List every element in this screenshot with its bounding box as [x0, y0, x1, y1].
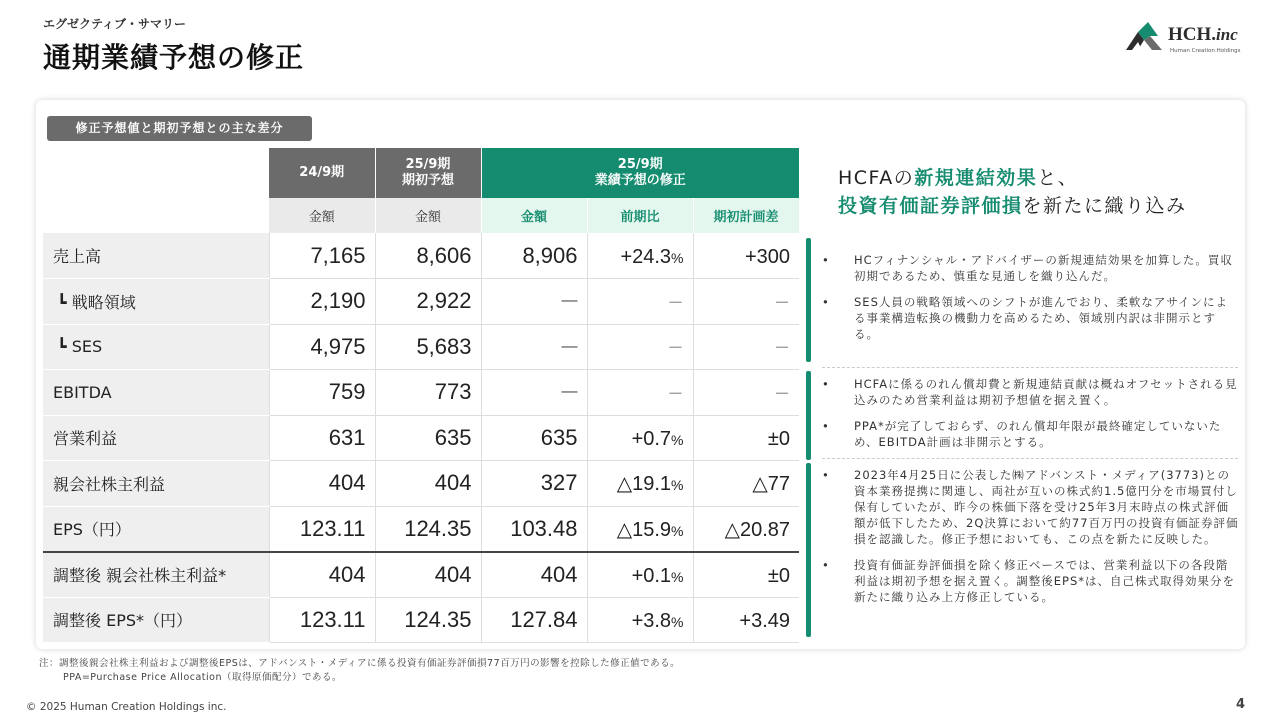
row-label: 調整後 親会社株主利益* [43, 552, 269, 598]
header-row [43, 148, 799, 198]
table-body [43, 233, 799, 643]
table-cell: 759 [269, 370, 375, 416]
bullet-group-sales [822, 252, 1240, 352]
table-row [43, 233, 799, 279]
table-row [43, 552, 799, 598]
table-cell: 8,906 [481, 233, 587, 279]
subheader-amount: 金額 [375, 198, 481, 233]
table-cell: － [587, 279, 693, 325]
bullet-group-ebitda [822, 376, 1240, 460]
subheader-vs-plan: 期初計画差 [693, 198, 799, 233]
table-cell: ― [481, 324, 587, 370]
bullet-item: • PPA*が完了しておらず、のれん償却年限が最終確定していないため、EBITDA計画は非開示とする。 [822, 418, 1240, 450]
divider [822, 458, 1238, 459]
table-cell: 404 [269, 461, 375, 507]
logo-mark-icon [1122, 20, 1166, 56]
col-fy25-initial-header: 25/9期 期初予想 [375, 148, 481, 198]
section-subtitle: エグゼクティブ・サマリー [43, 17, 187, 31]
logo-tagline: Human Creation Holdings [1170, 48, 1241, 54]
table-cell: － [693, 324, 799, 370]
table-cell: ― [481, 279, 587, 325]
table-cell: 2,922 [375, 279, 481, 325]
table-cell: － [587, 324, 693, 370]
accent-bar [806, 238, 811, 362]
table-cell: 404 [375, 461, 481, 507]
table-cell: 404 [375, 552, 481, 598]
table-row [43, 415, 799, 461]
table-row [43, 597, 799, 643]
row-label: EBITDA [43, 370, 269, 416]
accent-bar [806, 371, 811, 460]
row-label: EPS（円） [43, 506, 269, 552]
table-cell: +3.8% [587, 597, 693, 643]
table-cell: 103.48 [481, 506, 587, 552]
table-cell: +3.49 [693, 597, 799, 643]
page-number: 4 [1236, 697, 1246, 712]
footnote: 注：調整後親会社株主利益および調整後EPSは、アドバンスト・メディアに係る投資有価証券評価損77百万円の影響を控除した修正値である。 PPA=Purchase Price Allocation（取得原価配分）である。 [39, 658, 681, 683]
table-cell: 124.35 [375, 506, 481, 552]
bullet-item: • HCフィナンシャル・アドバイザーの新規連結効果を加算した。買収初期であるため、慎重な見通しを織り込んだ。 [822, 252, 1240, 284]
col-fy25-revised-header: 25/9期 業績予想の修正 [481, 148, 799, 198]
subheader-amount: 金額 [269, 198, 375, 233]
table-cell: 631 [269, 415, 375, 461]
bullet-item: • SES人員の戦略領域へのシフトが進んでおり、柔軟なアサインによる事業構造転換の機動力を高めるため、領域別内訳は非開示とする。 [822, 294, 1240, 342]
subheader-yoy: 前期比 [587, 198, 693, 233]
subheader-amount: 金額 [481, 198, 587, 233]
table-row [43, 279, 799, 325]
table-cell: 635 [375, 415, 481, 461]
table-cell: +0.7% [587, 415, 693, 461]
table-cell: +300 [693, 233, 799, 279]
logo-text: HCH.inc [1168, 24, 1238, 45]
key-message: HCFAの新規連結効果と、 投資有価証券評価損を新たに織り込み [838, 167, 1187, 217]
table-cell: 404 [481, 552, 587, 598]
table-cell: 7,165 [269, 233, 375, 279]
table-cell: 8,606 [375, 233, 481, 279]
table-cell: 5,683 [375, 324, 481, 370]
table-cell: 124.35 [375, 597, 481, 643]
forecast-table [43, 148, 800, 643]
divider [822, 367, 1238, 368]
table-cell: 2,190 [269, 279, 375, 325]
table-cell: 773 [375, 370, 481, 416]
table-row [43, 506, 799, 552]
table-row [43, 461, 799, 507]
table-cell: 327 [481, 461, 587, 507]
row-label: 親会社株主利益 [43, 461, 269, 507]
table-cell: － [587, 370, 693, 416]
table-cell: － [693, 279, 799, 325]
row-label: 営業利益 [43, 415, 269, 461]
page-title: 通期業績予想の修正 [43, 41, 305, 74]
row-label: ┗ SES [43, 324, 269, 370]
row-label: ┗ 戦略領域 [43, 279, 269, 325]
table-cell: △15.9% [587, 506, 693, 552]
row-label: 調整後 EPS*（円） [43, 597, 269, 643]
table-row [43, 370, 799, 416]
accent-bar [806, 463, 811, 637]
company-logo [1122, 20, 1262, 60]
table-cell: 404 [269, 552, 375, 598]
table-cell: ±0 [693, 415, 799, 461]
row-label: 売上高 [43, 233, 269, 279]
table-cell: △77 [693, 461, 799, 507]
bullet-item: • HCFAに係るのれん償却費と新規連結貢献は概ねオフセットされる見込みのため営業利益は期初予想値を据え置く。 [822, 376, 1240, 408]
table-cell: +24.3% [587, 233, 693, 279]
table-cell: 127.84 [481, 597, 587, 643]
section-tag: 修正予想値と期初予想との主な差分 [47, 116, 312, 141]
bullet-item: • 2023年4月25日に公表した㈱アドバンスト・メディア(3773)との資本業務提携に関連し、両社が互いの株式約1.5億円分を市場買付し保有していたが、昨今の株価下落を受け25年3月末時点の株式評価額が低下したため、2Q決算において約77百万円の投資有価証券評価損を認識した。修正予想においても、この点を新たに反映した。 [822, 467, 1240, 547]
table-cell: △19.1% [587, 461, 693, 507]
table-cell: +0.1% [587, 552, 693, 598]
col-fy24-header: 24/9期 [269, 148, 375, 198]
table-cell: ― [481, 370, 587, 416]
bullet-group-eps [822, 467, 1240, 615]
subheader-row [43, 198, 799, 233]
table-cell: 635 [481, 415, 587, 461]
bullet-item: • 投資有価証券評価損を除く修正ベースでは、営業利益以下の各段階利益は期初予想を据え置く。調整後EPS*は、自己株式取得効果分を新たに織り込み上方修正している。 [822, 557, 1240, 605]
table-cell: 4,975 [269, 324, 375, 370]
table-cell: 123.11 [269, 506, 375, 552]
table-cell: 123.11 [269, 597, 375, 643]
table-cell: △20.87 [693, 506, 799, 552]
copyright: © 2025 Human Creation Holdings inc. [26, 701, 227, 713]
table-row [43, 324, 799, 370]
table-cell: － [693, 370, 799, 416]
table-cell: ±0 [693, 552, 799, 598]
